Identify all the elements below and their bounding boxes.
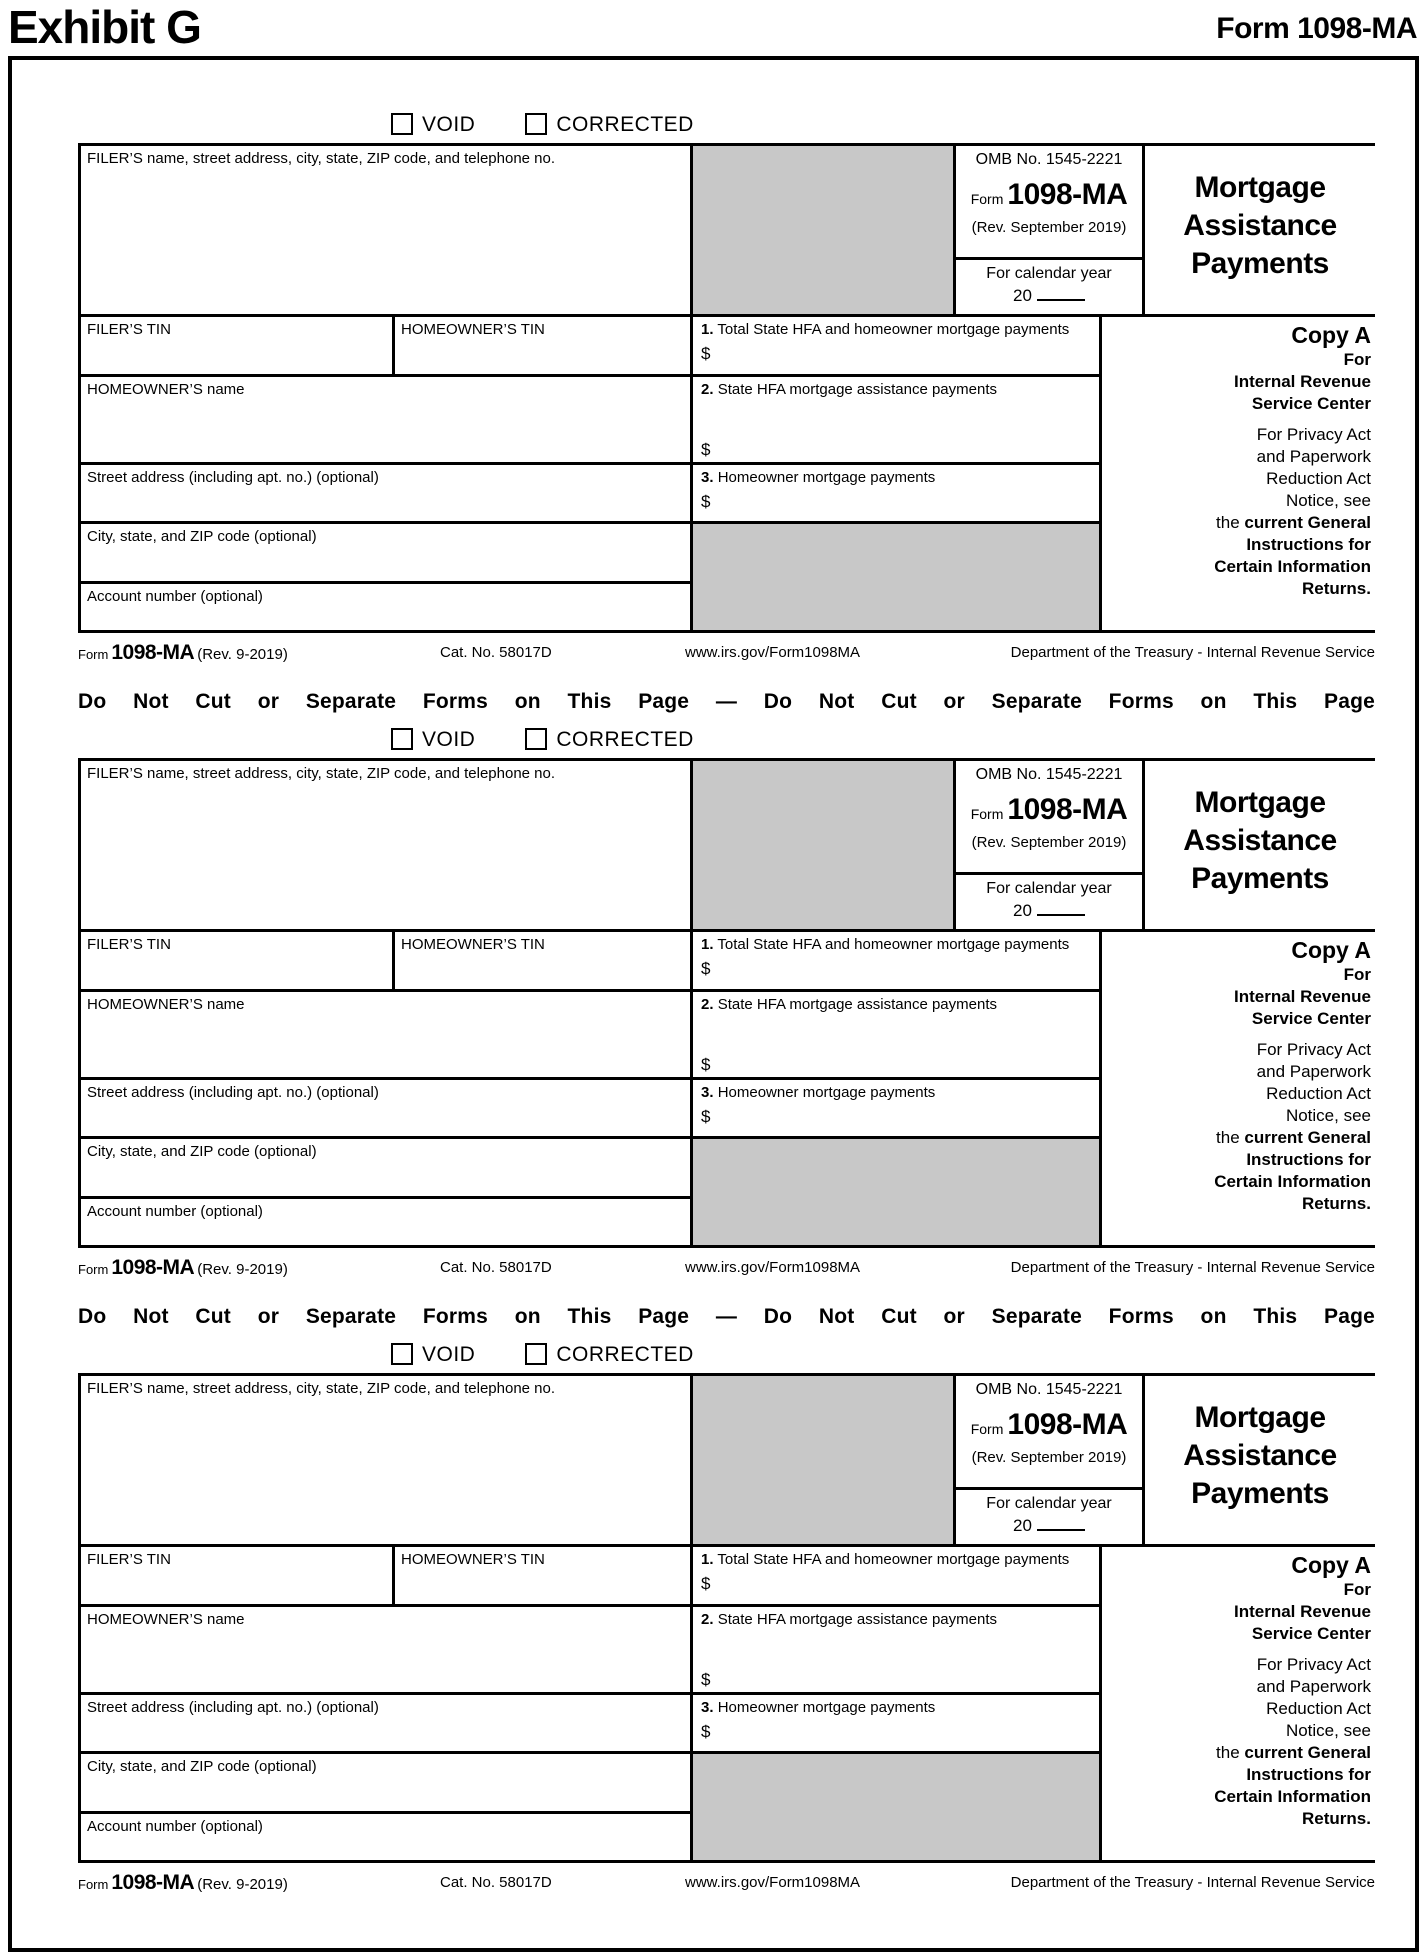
box1-dollar-sign: $: [701, 344, 711, 363]
shaded-area-bottom: [693, 1754, 1102, 1860]
footer-form-id: [78, 1871, 288, 1895]
irs-website: www.irs.gov/Form1098MA: [685, 1259, 861, 1276]
omb-box: [953, 146, 1145, 317]
notice-line1: [1102, 1127, 1371, 1149]
calendar-year-box: [956, 1490, 1142, 1544]
copy-irs-line1: Internal Revenue: [1234, 1602, 1371, 1621]
irs-website: www.irs.gov/Form1098MA: [685, 1874, 861, 1891]
street-address-label: Street address (including apt. no.) (optional): [87, 469, 379, 486]
box1-number: 1.: [701, 1551, 714, 1568]
box3-dollar-sign: $: [701, 1722, 711, 1741]
privacy-line4: Notice, see: [1285, 1721, 1371, 1740]
box3-dollar-sign: $: [701, 492, 711, 511]
form-word: Form: [970, 191, 1004, 207]
form-table: [78, 758, 1375, 1248]
box2-number: 2.: [701, 381, 714, 398]
homeowner-tin-label: HOMEOWNER’S TIN: [401, 1551, 545, 1568]
privacy-line1: For Privacy Act: [1256, 1655, 1371, 1674]
footer-form-id: [78, 1256, 288, 1280]
box2-number: 2.: [701, 1611, 714, 1628]
box1-dollar-sign: $: [701, 959, 711, 978]
box2-number: 2.: [701, 996, 714, 1013]
notice-bold1: current General: [1244, 1743, 1371, 1762]
form-table: [78, 143, 1375, 633]
box3-homeowner-payments-field[interactable]: [693, 465, 1102, 524]
corrected-checkbox[interactable]: [525, 1343, 547, 1365]
calendar-year-box: [956, 875, 1142, 929]
corrected-checkbox[interactable]: [525, 113, 547, 135]
irs-website: www.irs.gov/Form1098MA: [685, 644, 861, 661]
box1-text: Total State HFA and homeowner mortgage payments: [717, 321, 1070, 338]
form-title: Mortgage Assistance Payments: [1145, 146, 1375, 317]
void-checkbox[interactable]: [391, 728, 413, 750]
account-number-field[interactable]: [81, 1814, 693, 1860]
notice-line3: Certain Information: [1214, 557, 1371, 576]
notice-line4: Returns.: [1302, 1194, 1371, 1213]
homeowner-name-label: HOMEOWNER’S name: [87, 381, 245, 398]
shaded-area-bottom: [693, 524, 1102, 630]
account-number-label: Account number (optional): [87, 588, 263, 605]
copy-gap: [1102, 415, 1371, 424]
shaded-area-header: [693, 1376, 953, 1547]
void-label: VOID: [422, 1343, 476, 1366]
form-1098ma: [78, 112, 1375, 669]
privacy-line4: Notice, see: [1285, 1106, 1371, 1125]
privacy-line3: Reduction Act: [1266, 469, 1371, 488]
revision-date: (Rev. September 2019): [971, 1449, 1127, 1466]
form-number: 1098-MA: [1007, 1408, 1128, 1441]
box2-text: State HFA mortgage assistance payments: [717, 1611, 997, 1628]
notice-line3: Certain Information: [1214, 1172, 1371, 1191]
footer-form-number: 1098-MA: [111, 1256, 195, 1279]
form-number: 1098-MA: [1007, 793, 1128, 826]
omb-upper-box: [956, 761, 1142, 875]
calendar-year-line: [956, 900, 1142, 921]
homeowner-tin-field[interactable]: [395, 1547, 693, 1607]
box2-label: [693, 992, 1099, 1013]
omb-number: OMB No. 1545-2221: [975, 151, 1123, 168]
form-table: [78, 1373, 1375, 1863]
city-state-zip-field[interactable]: [81, 524, 693, 584]
notice-line2: Instructions for: [1246, 1150, 1371, 1169]
calendar-year-prefix: 20: [1013, 901, 1032, 920]
copy-a-label: Copy A: [1291, 322, 1371, 348]
box2-dollar-sign: $: [701, 1055, 711, 1074]
box3-text: Homeowner mortgage payments: [717, 469, 936, 486]
account-number-label: Account number (optional): [87, 1818, 263, 1835]
street-address-field[interactable]: [81, 1080, 693, 1139]
city-state-zip-label: City, state, and ZIP code (optional): [87, 1758, 317, 1775]
form-number-line: [956, 1408, 1142, 1442]
copy-for-line: For: [1343, 965, 1371, 984]
do-not-cut-text-2: Do Not Cut or Separate Forms on This Page — Do Not Cut or Separate Forms on This Page: [78, 1305, 1375, 1328]
box3-homeowner-payments-field[interactable]: [693, 1080, 1102, 1139]
copy-irs-line1: Internal Revenue: [1234, 987, 1371, 1006]
box1-number: 1.: [701, 936, 714, 953]
copy-irs-line2: Service Center: [1251, 1624, 1371, 1643]
page-form-ref: Form 1098-MA: [1216, 12, 1417, 45]
calendar-year-prefix: 20: [1013, 286, 1032, 305]
catalog-number: Cat. No. 58017D: [440, 1874, 552, 1891]
homeowner-name-label: HOMEOWNER’S name: [87, 996, 245, 1013]
corrected-label: CORRECTED: [556, 728, 694, 751]
privacy-line1: For Privacy Act: [1256, 1040, 1371, 1059]
form-title: Mortgage Assistance Payments: [1145, 1376, 1375, 1547]
filer-tin-field[interactable]: [81, 1547, 395, 1607]
filer-tin-label: FILER’S TIN: [87, 321, 171, 338]
footer-form-number: 1098-MA: [111, 1871, 195, 1894]
copy-irs-line2: Service Center: [1251, 1009, 1371, 1028]
notice-line4: Returns.: [1302, 1809, 1371, 1828]
void-corrected-row: [78, 1342, 1375, 1373]
form-title: Mortgage Assistance Payments: [1145, 761, 1375, 932]
street-address-label: Street address (including apt. no.) (optional): [87, 1084, 379, 1101]
box3-label: [693, 465, 1099, 486]
privacy-line2: and Paperwork: [1256, 1062, 1371, 1081]
form-copy-3: [78, 1342, 1375, 1899]
box3-text: Homeowner mortgage payments: [717, 1084, 936, 1101]
do-not-cut-text-1: Do Not Cut or Separate Forms on This Page — Do Not Cut or Separate Forms on This Page: [78, 690, 1375, 713]
box3-label: [693, 1695, 1099, 1716]
calendar-year-label: For calendar year: [986, 265, 1112, 282]
box1-total-state-hfa-field[interactable]: [693, 1547, 1102, 1607]
calendar-year-box: [956, 260, 1142, 314]
filer-name-address-field[interactable]: [81, 1376, 693, 1547]
form-word: Form: [970, 806, 1004, 822]
copy-gap: [1102, 1030, 1371, 1039]
corrected-label: CORRECTED: [556, 113, 694, 136]
street-address-field[interactable]: [81, 1695, 693, 1754]
form-footer: [78, 1863, 1375, 1899]
homeowner-name-field[interactable]: [81, 377, 693, 465]
omb-box: [953, 1376, 1145, 1547]
footer-form-number: 1098-MA: [111, 641, 195, 664]
copy-a-column: [1102, 932, 1375, 1245]
account-number-label: Account number (optional): [87, 1203, 263, 1220]
footer-form-word: Form: [78, 1262, 109, 1277]
form-footer: [78, 1248, 1375, 1284]
city-state-zip-label: City, state, and ZIP code (optional): [87, 528, 317, 545]
notice-bold1: current General: [1244, 1128, 1371, 1147]
box1-label: [693, 317, 1099, 338]
form-copy-1: [78, 112, 1375, 669]
box3-number: 3.: [701, 1699, 714, 1716]
copy-irs-line2: Service Center: [1251, 394, 1371, 413]
filer-name-address-label: FILER’S name, street address, city, state, ZIP code, and telephone no.: [87, 150, 556, 167]
notice-prefix: the: [1216, 513, 1240, 532]
box2-text: State HFA mortgage assistance payments: [717, 381, 997, 398]
shaded-area-header: [693, 146, 953, 317]
calendar-year-line: [956, 1515, 1142, 1536]
homeowner-tin-field[interactable]: [395, 932, 693, 992]
void-corrected-row: [78, 112, 1375, 143]
notice-bold1: current General: [1244, 513, 1371, 532]
corrected-checkbox[interactable]: [525, 728, 547, 750]
omb-upper-box: [956, 1376, 1142, 1490]
shaded-area-bottom: [693, 1139, 1102, 1245]
homeowner-name-field[interactable]: [81, 1607, 693, 1695]
calendar-year-line: [956, 285, 1142, 306]
box1-text: Total State HFA and homeowner mortgage payments: [717, 1551, 1070, 1568]
box1-dollar-sign: $: [701, 1574, 711, 1593]
box3-number: 3.: [701, 1084, 714, 1101]
box2-label: [693, 1607, 1099, 1628]
void-checkbox[interactable]: [391, 113, 413, 135]
filer-tin-label: FILER’S TIN: [87, 936, 171, 953]
form-number-line: [956, 793, 1142, 827]
box3-label: [693, 1080, 1099, 1101]
filer-tin-label: FILER’S TIN: [87, 1551, 171, 1568]
box1-number: 1.: [701, 321, 714, 338]
form-word: Form: [970, 1421, 1004, 1437]
treasury-department: Department of the Treasury - Internal Revenue Service: [1010, 1259, 1375, 1276]
omb-number: OMB No. 1545-2221: [975, 766, 1123, 783]
footer-form-id: [78, 641, 288, 665]
catalog-number: Cat. No. 58017D: [440, 644, 552, 661]
form-copy-2: [78, 727, 1375, 1284]
filer-name-address-field[interactable]: [81, 146, 693, 317]
footer-form-word: Form: [78, 647, 109, 662]
filer-tin-field[interactable]: [81, 932, 395, 992]
copy-irs-line1: Internal Revenue: [1234, 372, 1371, 391]
filer-name-address-field[interactable]: [81, 761, 693, 932]
notice-prefix: the: [1216, 1128, 1240, 1147]
account-number-field[interactable]: [81, 1199, 693, 1245]
copy-a-label: Copy A: [1291, 937, 1371, 963]
form-footer: [78, 633, 1375, 669]
homeowner-tin-label: HOMEOWNER’S TIN: [401, 936, 545, 953]
city-state-zip-label: City, state, and ZIP code (optional): [87, 1143, 317, 1160]
box1-label: [693, 1547, 1099, 1568]
box2-dollar-sign: $: [701, 1670, 711, 1689]
notice-prefix: the: [1216, 1743, 1240, 1762]
footer-revision: (Rev. 9-2019): [197, 1261, 288, 1278]
city-state-zip-field[interactable]: [81, 1754, 693, 1814]
privacy-line2: and Paperwork: [1256, 447, 1371, 466]
treasury-department: Department of the Treasury - Internal Revenue Service: [1010, 644, 1375, 661]
privacy-line1: For Privacy Act: [1256, 425, 1371, 444]
omb-upper-box: [956, 146, 1142, 260]
corrected-label: CORRECTED: [556, 1343, 694, 1366]
filer-name-address-label: FILER’S name, street address, city, state, ZIP code, and telephone no.: [87, 1380, 556, 1397]
revision-date: (Rev. September 2019): [971, 834, 1127, 851]
box1-label: [693, 932, 1099, 953]
omb-number: OMB No. 1545-2221: [975, 1381, 1123, 1398]
homeowner-name-field[interactable]: [81, 992, 693, 1080]
box2-state-hfa-assistance-field[interactable]: [693, 1607, 1102, 1695]
box2-state-hfa-assistance-field[interactable]: [693, 992, 1102, 1080]
catalog-number: Cat. No. 58017D: [440, 1259, 552, 1276]
footer-revision: (Rev. 9-2019): [197, 646, 288, 663]
homeowner-tin-label: HOMEOWNER’S TIN: [401, 321, 545, 338]
copy-for-line: For: [1343, 1580, 1371, 1599]
copy-for-line: For: [1343, 350, 1371, 369]
notice-line2: Instructions for: [1246, 535, 1371, 554]
void-label: VOID: [422, 113, 476, 136]
form-number: 1098-MA: [1007, 178, 1128, 211]
box3-text: Homeowner mortgage payments: [717, 1699, 936, 1716]
account-number-field[interactable]: [81, 584, 693, 630]
box1-text: Total State HFA and homeowner mortgage payments: [717, 936, 1070, 953]
notice-line1: [1102, 1742, 1371, 1764]
city-state-zip-field[interactable]: [81, 1139, 693, 1199]
notice-line2: Instructions for: [1246, 1765, 1371, 1784]
privacy-line3: Reduction Act: [1266, 1084, 1371, 1103]
box2-text: State HFA mortgage assistance payments: [717, 996, 997, 1013]
notice-line1: [1102, 512, 1371, 534]
box3-dollar-sign: $: [701, 1107, 711, 1126]
calendar-year-label: For calendar year: [986, 1495, 1112, 1512]
shaded-area-header: [693, 761, 953, 932]
homeowner-tin-field[interactable]: [395, 317, 693, 377]
box1-total-state-hfa-field[interactable]: [693, 932, 1102, 992]
footer-form-word: Form: [78, 1877, 109, 1892]
form-1098ma: [78, 1342, 1375, 1899]
copy-a-column: [1102, 1547, 1375, 1860]
notice-line4: Returns.: [1302, 579, 1371, 598]
box2-label: [693, 377, 1099, 398]
revision-date: (Rev. September 2019): [971, 219, 1127, 236]
notice-line3: Certain Information: [1214, 1787, 1371, 1806]
void-checkbox[interactable]: [391, 1343, 413, 1365]
copy-a-label: Copy A: [1291, 1552, 1371, 1578]
box2-state-hfa-assistance-field[interactable]: [693, 377, 1102, 465]
box3-number: 3.: [701, 469, 714, 486]
filer-name-address-label: FILER’S name, street address, city, state, ZIP code, and telephone no.: [87, 765, 556, 782]
copy-gap: [1102, 1645, 1371, 1654]
void-corrected-row: [78, 727, 1375, 758]
copy-a-column: [1102, 317, 1375, 630]
privacy-line3: Reduction Act: [1266, 1699, 1371, 1718]
calendar-year-label: For calendar year: [986, 880, 1112, 897]
calendar-year-field[interactable]: [1037, 1515, 1085, 1531]
calendar-year-field[interactable]: [1037, 900, 1085, 916]
form-1098ma: [78, 727, 1375, 1284]
street-address-label: Street address (including apt. no.) (optional): [87, 1699, 379, 1716]
box1-total-state-hfa-field[interactable]: [693, 317, 1102, 377]
void-label: VOID: [422, 728, 476, 751]
treasury-department: Department of the Treasury - Internal Revenue Service: [1010, 1874, 1375, 1891]
street-address-field[interactable]: [81, 465, 693, 524]
filer-tin-field[interactable]: [81, 317, 395, 377]
form-number-line: [956, 178, 1142, 212]
calendar-year-field[interactable]: [1037, 285, 1085, 301]
omb-box: [953, 761, 1145, 932]
calendar-year-prefix: 20: [1013, 1516, 1032, 1535]
exhibit-title: Exhibit G: [8, 1, 201, 53]
homeowner-name-label: HOMEOWNER’S name: [87, 1611, 245, 1628]
footer-revision: (Rev. 9-2019): [197, 1876, 288, 1893]
box2-dollar-sign: $: [701, 440, 711, 459]
privacy-line4: Notice, see: [1285, 491, 1371, 510]
privacy-line2: and Paperwork: [1256, 1677, 1371, 1696]
box3-homeowner-payments-field[interactable]: [693, 1695, 1102, 1754]
